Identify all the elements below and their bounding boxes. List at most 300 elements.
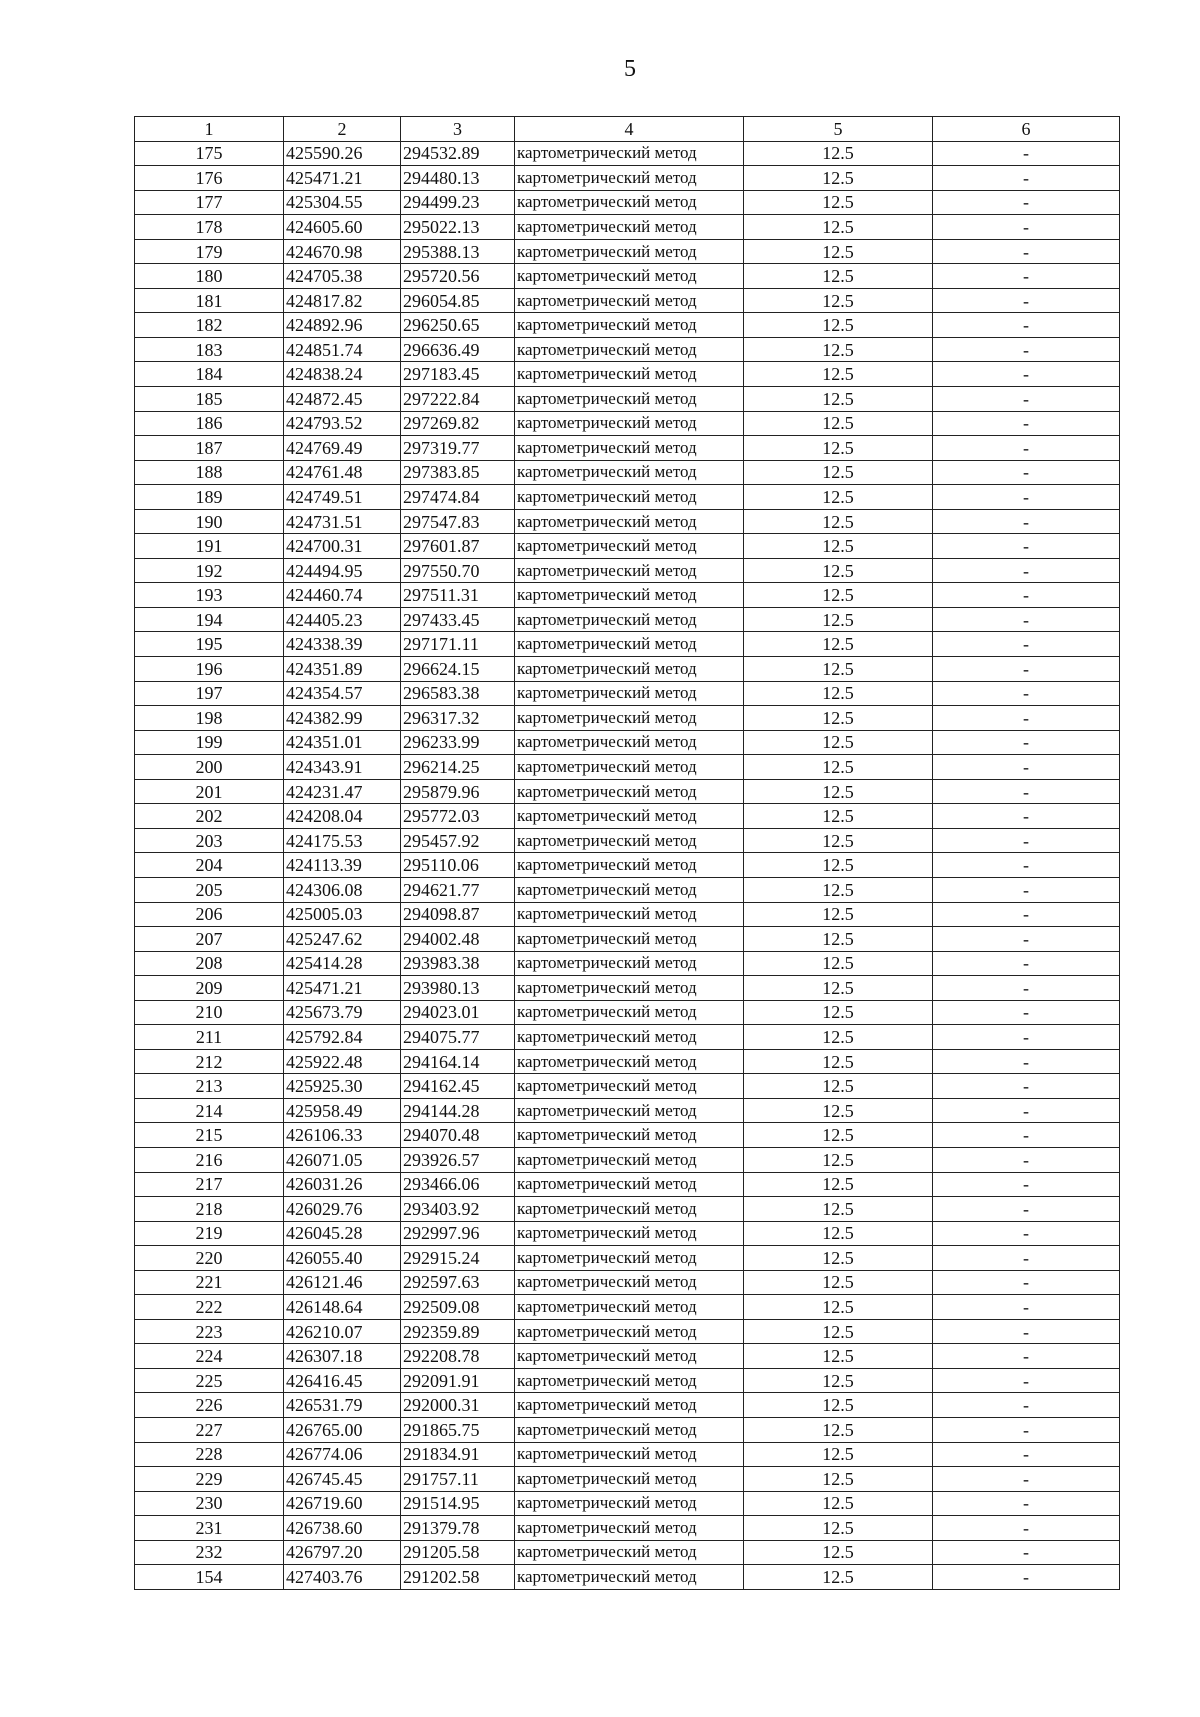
note-cell: -: [933, 1270, 1120, 1295]
x-coordinate-cell: 426797.20: [284, 1540, 401, 1565]
y-coordinate-cell: 294075.77: [401, 1025, 515, 1050]
accuracy-cell: 12.5: [744, 337, 933, 362]
point-number-cell: 228: [135, 1442, 284, 1467]
method-cell: картометрический метод: [515, 828, 744, 853]
note-cell: -: [933, 1000, 1120, 1025]
y-coordinate-cell: 297433.45: [401, 607, 515, 632]
note-cell: -: [933, 534, 1120, 559]
accuracy-cell: 12.5: [744, 1270, 933, 1295]
note-cell: -: [933, 337, 1120, 362]
table-row: [135, 1221, 1120, 1246]
note-cell: -: [933, 927, 1120, 952]
x-coordinate-cell: 425414.28: [284, 951, 401, 976]
y-coordinate-cell: 291865.75: [401, 1417, 515, 1442]
x-coordinate-cell: 424382.99: [284, 706, 401, 731]
note-cell: -: [933, 141, 1120, 166]
note-cell: -: [933, 313, 1120, 338]
accuracy-cell: 12.5: [744, 534, 933, 559]
x-coordinate-cell: 424231.47: [284, 779, 401, 804]
note-cell: -: [933, 1246, 1120, 1271]
table-row: [135, 1319, 1120, 1344]
note-cell: -: [933, 1025, 1120, 1050]
x-coordinate-cell: 424113.39: [284, 853, 401, 878]
accuracy-cell: 12.5: [744, 509, 933, 534]
accuracy-cell: 12.5: [744, 1147, 933, 1172]
table-row: [135, 558, 1120, 583]
point-number-cell: 220: [135, 1246, 284, 1271]
y-coordinate-cell: 297550.70: [401, 558, 515, 583]
x-coordinate-cell: 425673.79: [284, 1000, 401, 1025]
table-row: [135, 1393, 1120, 1418]
y-coordinate-cell: 296233.99: [401, 730, 515, 755]
method-cell: картометрический метод: [515, 1393, 744, 1418]
accuracy-cell: 12.5: [744, 681, 933, 706]
method-cell: картометрический метод: [515, 558, 744, 583]
accuracy-cell: 12.5: [744, 1000, 933, 1025]
x-coordinate-cell: 426745.45: [284, 1467, 401, 1492]
method-cell: картометрический метод: [515, 877, 744, 902]
point-number-cell: 231: [135, 1516, 284, 1541]
table-row: [135, 190, 1120, 215]
note-cell: -: [933, 362, 1120, 387]
y-coordinate-cell: 292208.78: [401, 1344, 515, 1369]
point-number-cell: 214: [135, 1098, 284, 1123]
y-coordinate-cell: 296624.15: [401, 657, 515, 682]
header-col-2: 2: [284, 117, 401, 142]
y-coordinate-cell: 297511.31: [401, 583, 515, 608]
table-row: [135, 288, 1120, 313]
point-number-cell: 229: [135, 1467, 284, 1492]
y-coordinate-cell: 297474.84: [401, 485, 515, 510]
method-cell: картометрический метод: [515, 337, 744, 362]
method-cell: картометрический метод: [515, 239, 744, 264]
method-cell: картометрический метод: [515, 1516, 744, 1541]
point-number-cell: 225: [135, 1368, 284, 1393]
table-row: [135, 755, 1120, 780]
accuracy-cell: 12.5: [744, 1246, 933, 1271]
table-row: [135, 1049, 1120, 1074]
y-coordinate-cell: 291202.58: [401, 1565, 515, 1590]
note-cell: -: [933, 976, 1120, 1001]
table-row: [135, 1000, 1120, 1025]
method-cell: картометрический метод: [515, 141, 744, 166]
table-row: [135, 337, 1120, 362]
method-cell: картометрический метод: [515, 853, 744, 878]
method-cell: картометрический метод: [515, 1074, 744, 1099]
y-coordinate-cell: 295388.13: [401, 239, 515, 264]
x-coordinate-cell: 425005.03: [284, 902, 401, 927]
note-cell: -: [933, 1295, 1120, 1320]
table-row: [135, 657, 1120, 682]
page-number: 5: [624, 56, 636, 82]
table-row: [135, 681, 1120, 706]
note-cell: -: [933, 411, 1120, 436]
table-row: [135, 828, 1120, 853]
point-number-cell: 195: [135, 632, 284, 657]
y-coordinate-cell: 294532.89: [401, 141, 515, 166]
point-number-cell: 215: [135, 1123, 284, 1148]
x-coordinate-cell: 426148.64: [284, 1295, 401, 1320]
y-coordinate-cell: 292091.91: [401, 1368, 515, 1393]
point-number-cell: 207: [135, 927, 284, 952]
method-cell: картометрический метод: [515, 264, 744, 289]
point-number-cell: 187: [135, 436, 284, 461]
y-coordinate-cell: 291834.91: [401, 1442, 515, 1467]
note-cell: -: [933, 1172, 1120, 1197]
method-cell: картометрический метод: [515, 1123, 744, 1148]
accuracy-cell: 12.5: [744, 632, 933, 657]
table-row: [135, 1074, 1120, 1099]
note-cell: -: [933, 1491, 1120, 1516]
accuracy-cell: 12.5: [744, 362, 933, 387]
y-coordinate-cell: 297269.82: [401, 411, 515, 436]
accuracy-cell: 12.5: [744, 657, 933, 682]
point-number-cell: 222: [135, 1295, 284, 1320]
y-coordinate-cell: 296636.49: [401, 337, 515, 362]
point-number-cell: 192: [135, 558, 284, 583]
y-coordinate-cell: 294002.48: [401, 927, 515, 952]
accuracy-cell: 12.5: [744, 387, 933, 412]
accuracy-cell: 12.5: [744, 976, 933, 1001]
point-number-cell: 198: [135, 706, 284, 731]
method-cell: картометрический метод: [515, 1491, 744, 1516]
y-coordinate-cell: 296054.85: [401, 288, 515, 313]
method-cell: картометрический метод: [515, 485, 744, 510]
point-number-cell: 212: [135, 1049, 284, 1074]
accuracy-cell: 12.5: [744, 1516, 933, 1541]
x-coordinate-cell: 425590.26: [284, 141, 401, 166]
x-coordinate-cell: 425471.21: [284, 166, 401, 191]
note-cell: -: [933, 681, 1120, 706]
y-coordinate-cell: 295457.92: [401, 828, 515, 853]
method-cell: картометрический метод: [515, 313, 744, 338]
table-row: [135, 976, 1120, 1001]
x-coordinate-cell: 424175.53: [284, 828, 401, 853]
y-coordinate-cell: 292997.96: [401, 1221, 515, 1246]
y-coordinate-cell: 291757.11: [401, 1467, 515, 1492]
x-coordinate-cell: 424351.89: [284, 657, 401, 682]
note-cell: -: [933, 166, 1120, 191]
table-row: [135, 804, 1120, 829]
note-cell: -: [933, 1540, 1120, 1565]
note-cell: -: [933, 1565, 1120, 1590]
method-cell: картометрический метод: [515, 779, 744, 804]
note-cell: -: [933, 460, 1120, 485]
point-number-cell: 184: [135, 362, 284, 387]
accuracy-cell: 12.5: [744, 215, 933, 240]
accuracy-cell: 12.5: [744, 853, 933, 878]
method-cell: картометрический метод: [515, 1172, 744, 1197]
accuracy-cell: 12.5: [744, 1442, 933, 1467]
accuracy-cell: 12.5: [744, 485, 933, 510]
point-number-cell: 205: [135, 877, 284, 902]
accuracy-cell: 12.5: [744, 288, 933, 313]
method-cell: картометрический метод: [515, 1295, 744, 1320]
x-coordinate-cell: 424306.08: [284, 877, 401, 902]
accuracy-cell: 12.5: [744, 951, 933, 976]
accuracy-cell: 12.5: [744, 1074, 933, 1099]
note-cell: -: [933, 288, 1120, 313]
point-number-cell: 193: [135, 583, 284, 608]
accuracy-cell: 12.5: [744, 828, 933, 853]
method-cell: картометрический метод: [515, 1417, 744, 1442]
x-coordinate-cell: 426029.76: [284, 1197, 401, 1222]
note-cell: -: [933, 583, 1120, 608]
point-number-cell: 210: [135, 1000, 284, 1025]
y-coordinate-cell: 292359.89: [401, 1319, 515, 1344]
note-cell: -: [933, 1074, 1120, 1099]
y-coordinate-cell: 297601.87: [401, 534, 515, 559]
x-coordinate-cell: 426106.33: [284, 1123, 401, 1148]
note-cell: -: [933, 1467, 1120, 1492]
note-cell: -: [933, 779, 1120, 804]
note-cell: -: [933, 951, 1120, 976]
note-cell: -: [933, 264, 1120, 289]
table-row: [135, 1491, 1120, 1516]
y-coordinate-cell: 294070.48: [401, 1123, 515, 1148]
x-coordinate-cell: 424705.38: [284, 264, 401, 289]
y-coordinate-cell: 296250.65: [401, 313, 515, 338]
table-row: [135, 1172, 1120, 1197]
y-coordinate-cell: 294162.45: [401, 1074, 515, 1099]
y-coordinate-cell: 292915.24: [401, 1246, 515, 1271]
y-coordinate-cell: 293980.13: [401, 976, 515, 1001]
x-coordinate-cell: 424208.04: [284, 804, 401, 829]
x-coordinate-cell: 424769.49: [284, 436, 401, 461]
note-cell: -: [933, 387, 1120, 412]
header-col-5: 5: [744, 117, 933, 142]
point-number-cell: 223: [135, 1319, 284, 1344]
y-coordinate-cell: 292509.08: [401, 1295, 515, 1320]
point-number-cell: 189: [135, 485, 284, 510]
y-coordinate-cell: 292597.63: [401, 1270, 515, 1295]
point-number-cell: 177: [135, 190, 284, 215]
x-coordinate-cell: 424605.60: [284, 215, 401, 240]
note-cell: -: [933, 730, 1120, 755]
table-row: [135, 607, 1120, 632]
header-col-4: 4: [515, 117, 744, 142]
table-row: [135, 387, 1120, 412]
note-cell: -: [933, 1098, 1120, 1123]
method-cell: картометрический метод: [515, 607, 744, 632]
accuracy-cell: 12.5: [744, 1491, 933, 1516]
note-cell: -: [933, 1344, 1120, 1369]
accuracy-cell: 12.5: [744, 190, 933, 215]
table-row: [135, 509, 1120, 534]
y-coordinate-cell: 294023.01: [401, 1000, 515, 1025]
x-coordinate-cell: 426055.40: [284, 1246, 401, 1271]
table-body: [135, 141, 1120, 1589]
method-cell: картометрический метод: [515, 436, 744, 461]
point-number-cell: 211: [135, 1025, 284, 1050]
y-coordinate-cell: 294144.28: [401, 1098, 515, 1123]
method-cell: картометрический метод: [515, 411, 744, 436]
point-number-cell: 175: [135, 141, 284, 166]
x-coordinate-cell: 426031.26: [284, 1172, 401, 1197]
note-cell: -: [933, 1221, 1120, 1246]
method-cell: картометрический метод: [515, 951, 744, 976]
accuracy-cell: 12.5: [744, 166, 933, 191]
x-coordinate-cell: 425958.49: [284, 1098, 401, 1123]
accuracy-cell: 12.5: [744, 1098, 933, 1123]
point-number-cell: 176: [135, 166, 284, 191]
point-number-cell: 218: [135, 1197, 284, 1222]
header-col-1: 1: [135, 117, 284, 142]
x-coordinate-cell: 426210.07: [284, 1319, 401, 1344]
note-cell: -: [933, 657, 1120, 682]
table-row: [135, 1516, 1120, 1541]
point-number-cell: 181: [135, 288, 284, 313]
y-coordinate-cell: 294098.87: [401, 902, 515, 927]
table-row: [135, 1123, 1120, 1148]
table-row: [135, 239, 1120, 264]
point-number-cell: 196: [135, 657, 284, 682]
note-cell: -: [933, 755, 1120, 780]
x-coordinate-cell: 424494.95: [284, 558, 401, 583]
x-coordinate-cell: 424838.24: [284, 362, 401, 387]
table-row: [135, 706, 1120, 731]
accuracy-cell: 12.5: [744, 804, 933, 829]
y-coordinate-cell: 296317.32: [401, 706, 515, 731]
y-coordinate-cell: 297183.45: [401, 362, 515, 387]
point-number-cell: 188: [135, 460, 284, 485]
table-row: [135, 1417, 1120, 1442]
x-coordinate-cell: 424731.51: [284, 509, 401, 534]
table-row: [135, 215, 1120, 240]
y-coordinate-cell: 297171.11: [401, 632, 515, 657]
x-coordinate-cell: 424872.45: [284, 387, 401, 412]
header-col-3: 3: [401, 117, 515, 142]
table-row: [135, 632, 1120, 657]
x-coordinate-cell: 424700.31: [284, 534, 401, 559]
note-cell: -: [933, 1197, 1120, 1222]
table-row: [135, 1246, 1120, 1271]
table-row: [135, 313, 1120, 338]
method-cell: картометрический метод: [515, 1442, 744, 1467]
method-cell: картометрический метод: [515, 1467, 744, 1492]
x-coordinate-cell: 424761.48: [284, 460, 401, 485]
point-number-cell: 178: [135, 215, 284, 240]
x-coordinate-cell: 425247.62: [284, 927, 401, 952]
table-row: [135, 436, 1120, 461]
point-number-cell: 179: [135, 239, 284, 264]
accuracy-cell: 12.5: [744, 1319, 933, 1344]
table-row: [135, 951, 1120, 976]
accuracy-cell: 12.5: [744, 1565, 933, 1590]
y-coordinate-cell: 295720.56: [401, 264, 515, 289]
point-number-cell: 217: [135, 1172, 284, 1197]
table-row: [135, 264, 1120, 289]
x-coordinate-cell: 425925.30: [284, 1074, 401, 1099]
x-coordinate-cell: 425792.84: [284, 1025, 401, 1050]
accuracy-cell: 12.5: [744, 1049, 933, 1074]
method-cell: картометрический метод: [515, 288, 744, 313]
method-cell: картометрический метод: [515, 1270, 744, 1295]
y-coordinate-cell: 296583.38: [401, 681, 515, 706]
accuracy-cell: 12.5: [744, 779, 933, 804]
y-coordinate-cell: 293983.38: [401, 951, 515, 976]
x-coordinate-cell: 424793.52: [284, 411, 401, 436]
accuracy-cell: 12.5: [744, 411, 933, 436]
y-coordinate-cell: 295022.13: [401, 215, 515, 240]
x-coordinate-cell: 424343.91: [284, 755, 401, 780]
point-number-cell: 232: [135, 1540, 284, 1565]
coordinates-table: [134, 116, 1120, 1590]
x-coordinate-cell: 424338.39: [284, 632, 401, 657]
y-coordinate-cell: 297547.83: [401, 509, 515, 534]
x-coordinate-cell: 425304.55: [284, 190, 401, 215]
note-cell: -: [933, 1516, 1120, 1541]
accuracy-cell: 12.5: [744, 1221, 933, 1246]
point-number-cell: 224: [135, 1344, 284, 1369]
x-coordinate-cell: 426416.45: [284, 1368, 401, 1393]
note-cell: -: [933, 1147, 1120, 1172]
table-row: [135, 141, 1120, 166]
y-coordinate-cell: 291205.58: [401, 1540, 515, 1565]
accuracy-cell: 12.5: [744, 1025, 933, 1050]
x-coordinate-cell: 424670.98: [284, 239, 401, 264]
table-row: [135, 460, 1120, 485]
point-number-cell: 199: [135, 730, 284, 755]
x-coordinate-cell: 427403.76: [284, 1565, 401, 1590]
table-row: [135, 485, 1120, 510]
note-cell: -: [933, 607, 1120, 632]
method-cell: картометрический метод: [515, 1368, 744, 1393]
point-number-cell: 209: [135, 976, 284, 1001]
accuracy-cell: 12.5: [744, 313, 933, 338]
method-cell: картометрический метод: [515, 976, 744, 1001]
note-cell: -: [933, 902, 1120, 927]
table-row: [135, 1344, 1120, 1369]
accuracy-cell: 12.5: [744, 239, 933, 264]
accuracy-cell: 12.5: [744, 927, 933, 952]
y-coordinate-cell: 293926.57: [401, 1147, 515, 1172]
accuracy-cell: 12.5: [744, 1540, 933, 1565]
x-coordinate-cell: 424892.96: [284, 313, 401, 338]
note-cell: -: [933, 877, 1120, 902]
point-number-cell: 202: [135, 804, 284, 829]
y-coordinate-cell: 296214.25: [401, 755, 515, 780]
accuracy-cell: 12.5: [744, 755, 933, 780]
method-cell: картометрический метод: [515, 706, 744, 731]
method-cell: картометрический метод: [515, 1221, 744, 1246]
point-number-cell: 227: [135, 1417, 284, 1442]
point-number-cell: 186: [135, 411, 284, 436]
accuracy-cell: 12.5: [744, 1344, 933, 1369]
note-cell: -: [933, 1393, 1120, 1418]
accuracy-cell: 12.5: [744, 1368, 933, 1393]
x-coordinate-cell: 426738.60: [284, 1516, 401, 1541]
table-row: [135, 166, 1120, 191]
method-cell: картометрический метод: [515, 681, 744, 706]
point-number-cell: 154: [135, 1565, 284, 1590]
point-number-cell: 221: [135, 1270, 284, 1295]
method-cell: картометрический метод: [515, 583, 744, 608]
point-number-cell: 183: [135, 337, 284, 362]
method-cell: картометрический метод: [515, 1025, 744, 1050]
point-number-cell: 208: [135, 951, 284, 976]
point-number-cell: 191: [135, 534, 284, 559]
table-row: [135, 877, 1120, 902]
y-coordinate-cell: 291379.78: [401, 1516, 515, 1541]
point-number-cell: 219: [135, 1221, 284, 1246]
accuracy-cell: 12.5: [744, 460, 933, 485]
table-row: [135, 1565, 1120, 1590]
accuracy-cell: 12.5: [744, 902, 933, 927]
y-coordinate-cell: 294480.13: [401, 166, 515, 191]
note-cell: -: [933, 1123, 1120, 1148]
table-row: [135, 902, 1120, 927]
